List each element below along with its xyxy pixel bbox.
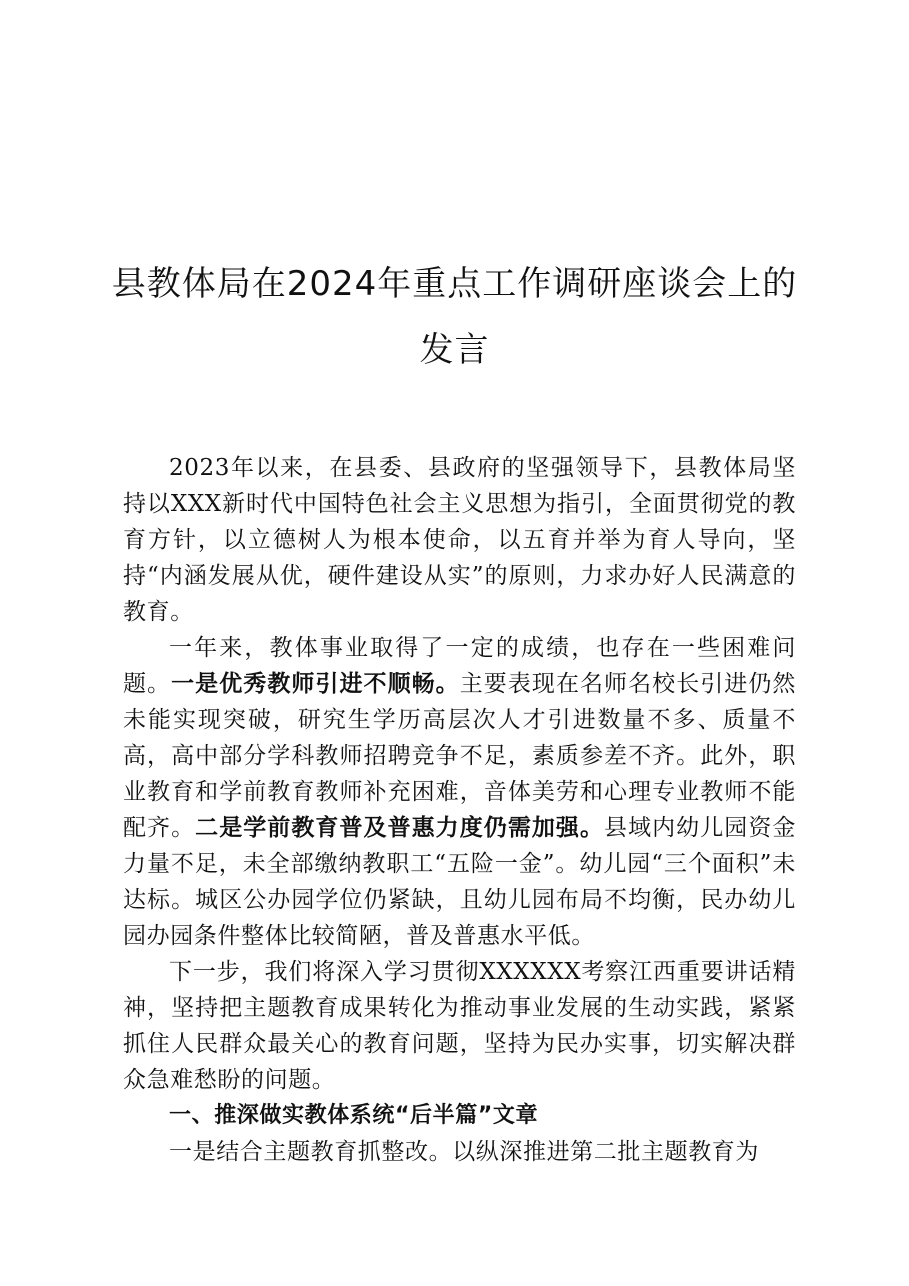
paragraph-problems [123, 630, 796, 954]
problems-lead-text: 一年来，教体事业取得了一定的成绩，也存在一些困难问题。 [123, 635, 796, 697]
document-body [123, 450, 796, 1170]
problem-2-text: 县域内幼儿园资金力量不足，未全部缴纳教职工“五险一金”。幼儿园“三个面积”未达标。城区公办园学位仍紧缺，且幼儿园布局不均衡，民办幼儿园办园条件整体比较简陋，普及普惠水平低。 [123, 815, 796, 949]
problem-1-heading: 一是优秀教师引进不顺畅。 [171, 670, 460, 697]
document-title-line-2: 发言 [419, 330, 490, 370]
section-heading-1: 一、推深做实教体系统“后半篇”文章 [169, 1103, 539, 1128]
paragraph-next-steps: 下一步，我们将深入学习贯彻XXXXXX考察江西重要讲话精神，坚持把主题教育成果转化为推动事业发展的生动实践，紧紧抓住人民群众最关心的教育问题，坚持为民办实事，切实解决群众急难愁盼的问题。 [123, 959, 796, 1093]
paragraph-intro: 2023年以来，在县委、县政府的坚强领导下，县教体局坚持以XXX新时代中国特色社会主义思想为指引，全面贯彻党的教育方针，以立德树人为根本使命，以五育并举为育人导向，坚持“内涵发展从优，硬件建设从实”的原则，力求办好人民满意的教育。 [123, 455, 796, 625]
problem-2-heading: 二是学前教育普及普惠力度仍需加强。 [195, 814, 605, 841]
document-title-line-1: 县教体局在2024年重点工作调研座谈会上的 [111, 264, 798, 304]
paragraph-section-1-start: 一是结合主题教育抓整改。以纵深推进第二批主题教育为 [169, 1139, 759, 1165]
problem-1-text: 主要表现在名师名校长引进仍然未能实现突破，研究生学历高层次人才引进数量不多、质量不高，高中部分学科教师招聘竞争不足，素质参差不齐。此外，职业教育和学前教育教师补充困难，音体美劳和心理专业教师不能配齐。 [123, 671, 797, 841]
